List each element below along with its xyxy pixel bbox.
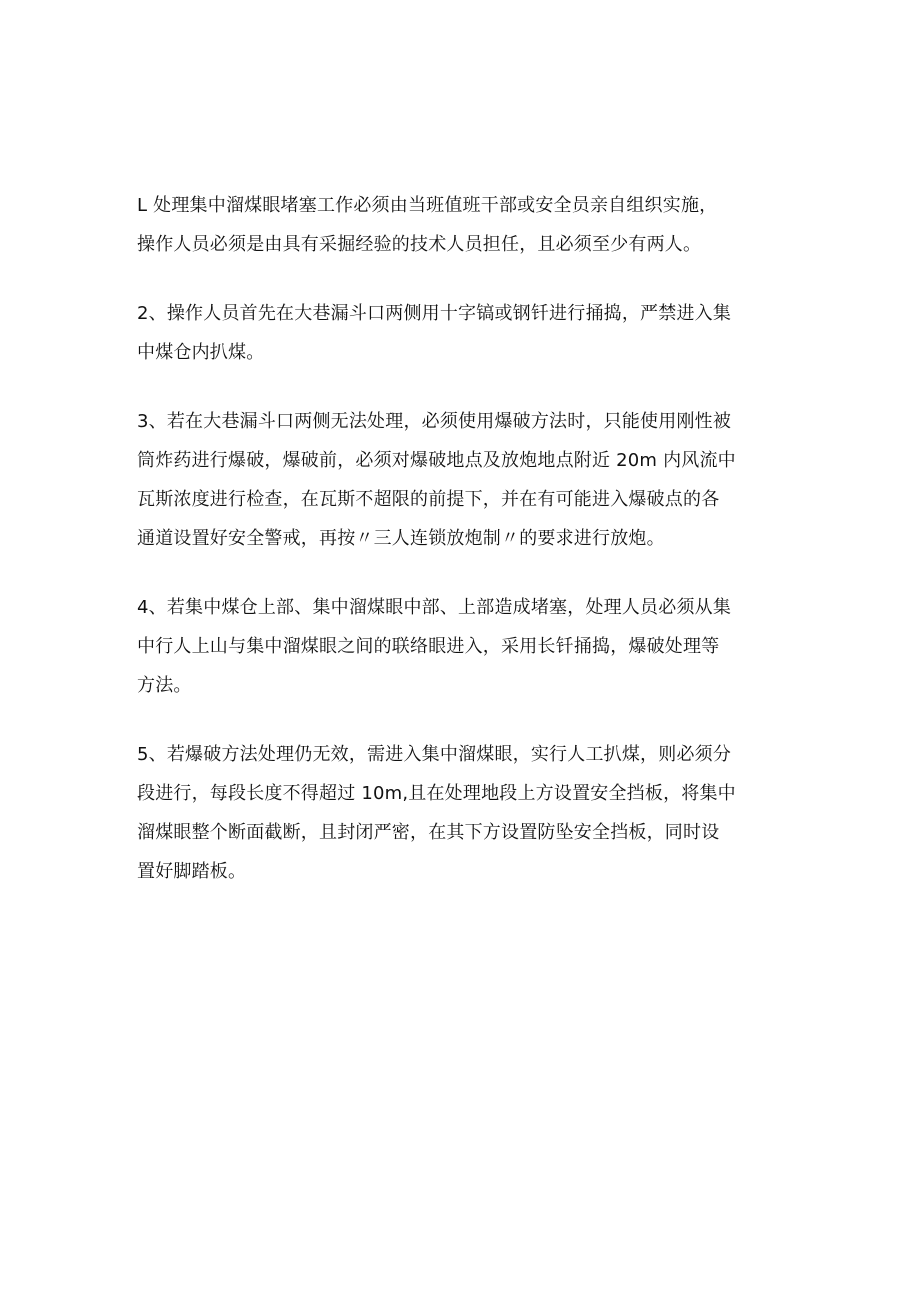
paragraph-line: 溜煤眼整个断面截断，且封闭严密，在其下方设置防坠安全挡板，同时设 xyxy=(137,822,720,843)
document-body xyxy=(137,186,785,921)
paragraph-line: 置好脚踏板。 xyxy=(137,861,247,882)
paragraph-line: 方法。 xyxy=(137,675,192,696)
paragraph-line: 中行人上山与集中溜煤眼之间的联络眼进入，采用长钎捅捣，爆破处理等 xyxy=(137,636,720,657)
paragraph-line: 3、若在大巷漏斗口两侧无法处理，必须使用爆破方法时，只能使用刚性被 xyxy=(137,411,732,432)
paragraph-line: L 处理集中溜煤眼堵塞工作必须由当班值班干部或安全员亲自组织实施， xyxy=(137,195,718,216)
paragraph-line: 5、若爆破方法处理仍无效，需进入集中溜煤眼，实行人工扒煤，则必须分 xyxy=(137,744,732,765)
paragraph-line: 段进行，每段长度不得超过 10m,且在处理地段上方设置安全挡板，将集中 xyxy=(137,783,736,804)
paragraph-line: 2、操作人员首先在大巷漏斗口两侧用十字镐或钢钎进行捅捣，严禁进入集 xyxy=(137,303,732,324)
paragraph-5 xyxy=(137,735,785,891)
paragraph-line: 操作人员必须是由具有采掘经验的技术人员担任，且必须至少有两人。 xyxy=(137,234,702,255)
paragraph-line: 中煤仓内扒煤。 xyxy=(137,342,265,363)
paragraph-4 xyxy=(137,588,785,705)
paragraph-line: 瓦斯浓度进行检查，在瓦斯不超限的前提下，并在有可能进入爆破点的各 xyxy=(137,489,720,510)
paragraph-3 xyxy=(137,402,785,558)
paragraph-line: 4、若集中煤仓上部、集中溜煤眼中部、上部造成堵塞，处理人员必须从集 xyxy=(137,597,732,618)
paragraph-1 xyxy=(137,186,785,264)
paragraph-2 xyxy=(137,294,785,372)
paragraph-line: 筒炸药进行爆破，爆破前，必须对爆破地点及放炮地点附近 20m 内风流中 xyxy=(137,450,736,471)
paragraph-line: 通道设置好安全警戒，再按〃三人连锁放炮制〃的要求进行放炮。 xyxy=(137,528,665,549)
